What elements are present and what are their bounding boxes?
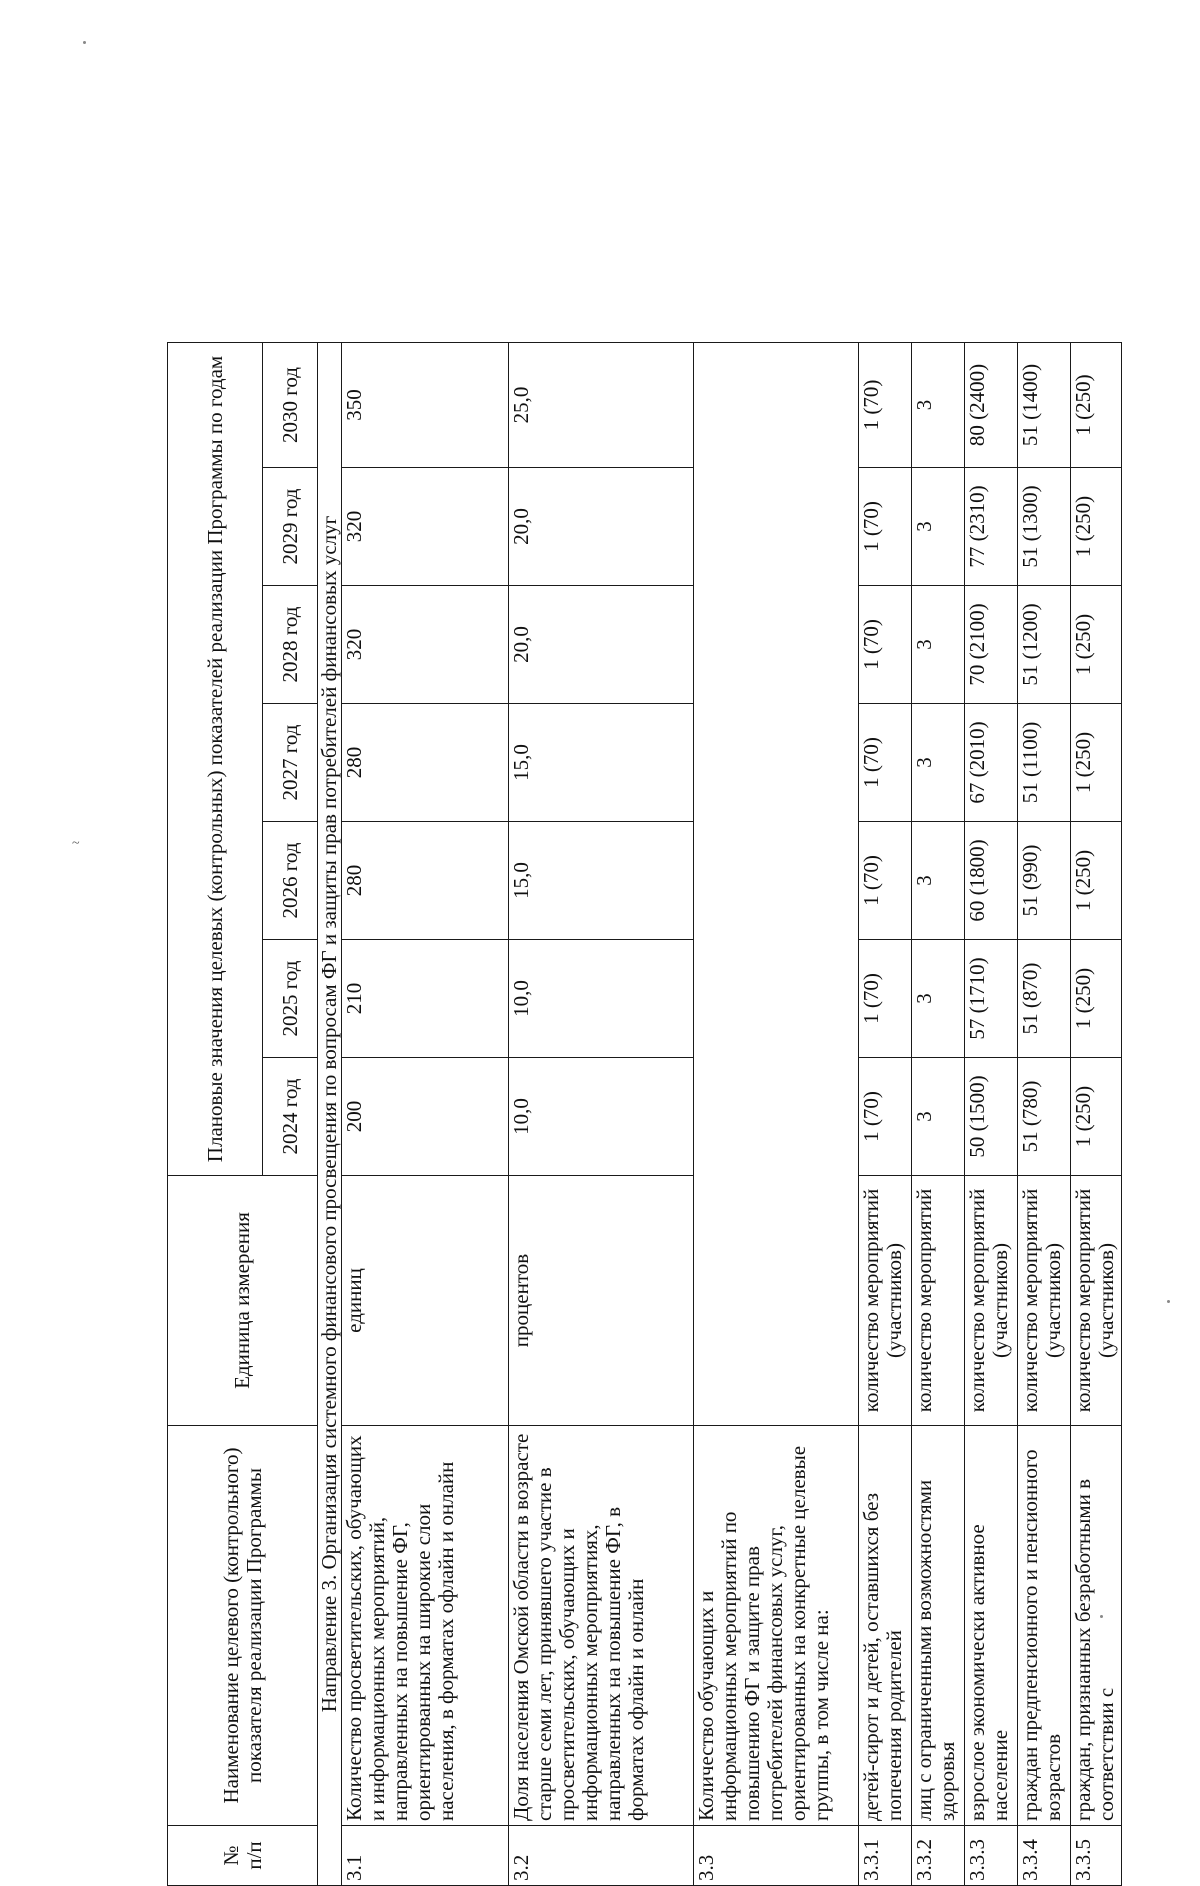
row-value: 20,0: [508, 586, 693, 704]
row-value: 51 (870): [1018, 940, 1071, 1058]
rotated-table-wrapper: [167, 343, 1122, 1886]
row-num: 3.3.4: [1018, 1826, 1071, 1886]
row-value: 25,0: [508, 343, 693, 468]
row-value: 3: [912, 343, 965, 468]
table-row: [1071, 343, 1122, 1886]
row-value: 51 (1200): [1018, 586, 1071, 704]
row-num: 3.3.3: [965, 1826, 1018, 1886]
row-value: 51 (1300): [1018, 468, 1071, 586]
row-value: 3: [912, 822, 965, 940]
header-plan: Плановые значения целевых (контрольных) показателей реализации Программы по годам: [168, 343, 263, 1176]
row-value: 1 (250): [1071, 704, 1122, 822]
row-value: 20,0: [508, 468, 693, 586]
row-num: 3.3.2: [912, 1826, 965, 1886]
header-name: Наименование целевого (контрольного) показателя реализации Программы: [168, 1426, 318, 1826]
indicators-table: [167, 342, 1122, 1886]
row-num: 3.3: [694, 1826, 859, 1886]
row-value: 3: [912, 940, 965, 1058]
row-name: взрослое экономически активное население: [965, 1426, 1018, 1826]
table-row: [859, 343, 912, 1886]
row-name: граждан предпенсионного и пенсионного возрастов: [1018, 1426, 1071, 1826]
row-value: 1 (70): [859, 822, 912, 940]
row-value: 1 (70): [859, 586, 912, 704]
row-num: 3.3.1: [859, 1826, 912, 1886]
row-value: 320: [342, 586, 508, 704]
row-unit: количество мероприятий: [912, 1176, 965, 1426]
row-unit: единиц: [342, 1176, 508, 1426]
row-value: 1 (250): [1071, 940, 1122, 1058]
row-name: Доля населения Омской области в возрасте старше семи лет, принявшего участие в просветительских, обучающих и информационных мероприятиях, направленных на повышение ФГ, в форматах офлайн и онлайн: [508, 1426, 693, 1826]
row-value: 3: [912, 1058, 965, 1176]
row-value: 210: [342, 940, 508, 1058]
table-row: [912, 343, 965, 1886]
row-value: 50 (1500): [965, 1058, 1018, 1176]
row-value: 51 (1100): [1018, 704, 1071, 822]
row-value: 280: [342, 704, 508, 822]
row-value: 10,0: [508, 1058, 693, 1176]
row-value: 1 (250): [1071, 468, 1122, 586]
row-value: 1 (70): [859, 1058, 912, 1176]
row-name: граждан, признанных безработными в соответствии с: [1071, 1426, 1122, 1826]
row-num: 3.3.5: [1071, 1826, 1122, 1886]
row-value: 200: [342, 1058, 508, 1176]
row-value: 1 (250): [1071, 343, 1122, 468]
table-row: [694, 343, 859, 1886]
row-value: 1 (70): [859, 343, 912, 468]
table-row: [508, 343, 693, 1886]
row-value: 60 (1800): [965, 822, 1018, 940]
row-value: 1 (70): [859, 940, 912, 1058]
row-value: 1 (70): [859, 468, 912, 586]
row-value: 67 (2010): [965, 704, 1018, 822]
row-value: 51 (780): [1018, 1058, 1071, 1176]
row-name: лиц с ограниченными возможностями здоровья: [912, 1426, 965, 1826]
row-unit: количество мероприятий (участников): [965, 1176, 1018, 1426]
row-name: детей-сирот и детей, оставшихся без попечения родителей: [859, 1426, 912, 1826]
header-year: 2025 год: [263, 940, 318, 1058]
header-year: 2029 год: [263, 468, 318, 586]
row-value: 51 (1400): [1018, 343, 1071, 468]
header-year: 2028 год: [263, 586, 318, 704]
row-value: 3: [912, 586, 965, 704]
table-row: [342, 343, 508, 1886]
table-row: [1018, 343, 1071, 1886]
row-value: 70 (2100): [965, 586, 1018, 704]
scan-speck: [83, 41, 86, 44]
row-value: 3: [912, 468, 965, 586]
header-num: № п/п: [168, 1826, 318, 1886]
row-num: 3.1: [342, 1826, 508, 1886]
row-empty-values: [694, 343, 859, 1426]
scan-mark: ~: [72, 836, 80, 851]
row-value: 1 (250): [1071, 1058, 1122, 1176]
row-value: 1 (70): [859, 704, 912, 822]
row-value: 15,0: [508, 704, 693, 822]
row-value: 15,0: [508, 822, 693, 940]
row-value: 51 (990): [1018, 822, 1071, 940]
row-name: Количество обучающих и информационных мероприятий по повышению ФГ и защите прав потребителей финансовых услуг, ориентированных на конкретные целевые группы, в том числе на:: [694, 1426, 859, 1826]
row-value: 1 (250): [1071, 586, 1122, 704]
row-value: 57 (1710): [965, 940, 1018, 1058]
row-value: 350: [342, 343, 508, 468]
row-unit: количество мероприятий (участников): [1071, 1176, 1122, 1426]
row-value: 280: [342, 822, 508, 940]
row-value: 77 (2310): [965, 468, 1018, 586]
header-year: 2030 год: [263, 343, 318, 468]
section-heading: Направление 3. Организация системного финансового просвещения по вопросам ФГ и защиты прав потребителей финансовых услуг: [318, 343, 342, 1886]
row-num: 3.2: [508, 1826, 693, 1886]
row-value: 10,0: [508, 940, 693, 1058]
header-year: 2027 год: [263, 704, 318, 822]
header-year: 2026 год: [263, 822, 318, 940]
row-value: 80 (2400): [965, 343, 1018, 468]
header-year: 2024 год: [263, 1058, 318, 1176]
row-unit: количество мероприятий (участников): [1018, 1176, 1071, 1426]
table-row: [965, 343, 1018, 1886]
row-name: Количество просветительских, обучающих и информационных мероприятий, направленных на повышение ФГ, ориентированных на широкие слои населения, в форматах офлайн и онлайн: [342, 1426, 508, 1826]
row-unit: процентов: [508, 1176, 693, 1426]
row-value: 320: [342, 468, 508, 586]
row-unit: количество мероприятий (участников): [859, 1176, 912, 1426]
row-value: 1 (250): [1071, 822, 1122, 940]
scan-speck: [1167, 1300, 1170, 1303]
header-unit: Единица измерения: [168, 1176, 318, 1426]
row-value: 3: [912, 704, 965, 822]
